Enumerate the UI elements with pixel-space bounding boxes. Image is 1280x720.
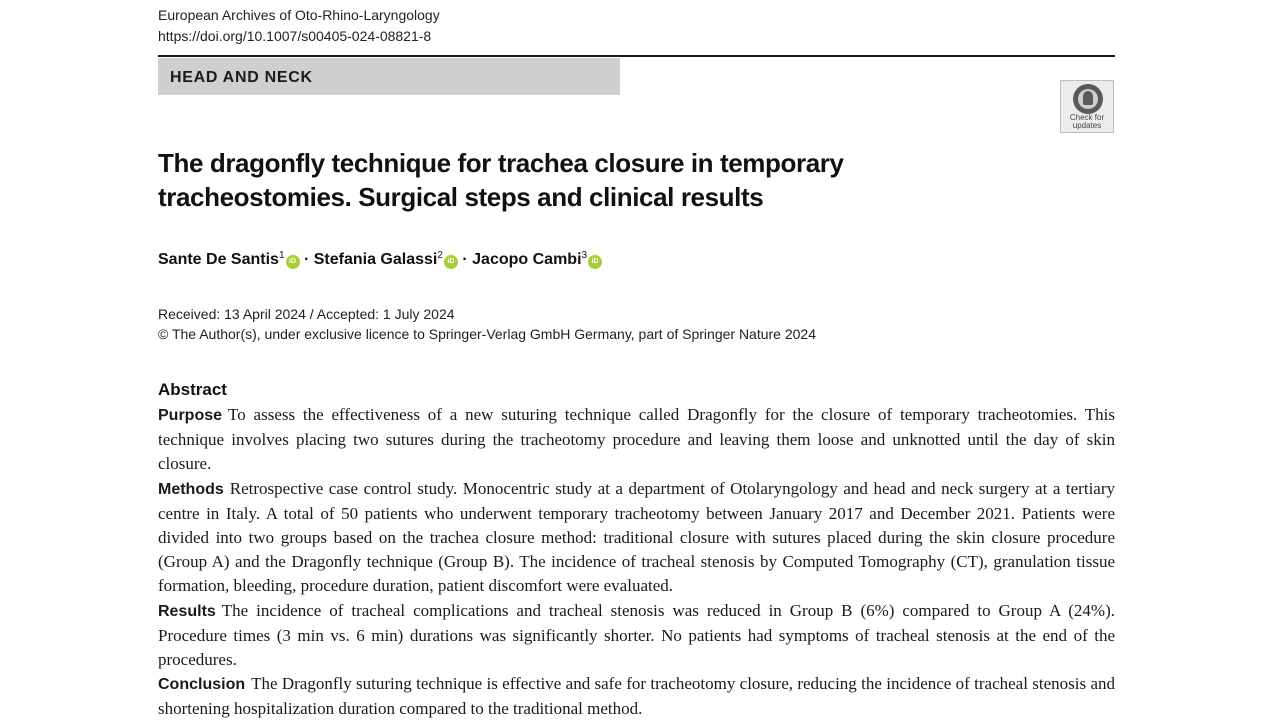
abstract-section-label: Results <box>158 602 216 620</box>
orcid-icon[interactable]: iD <box>286 255 300 269</box>
header-rule <box>158 55 1115 57</box>
orcid-icon[interactable]: iD <box>444 255 458 269</box>
abstract-section-text: The Dragonfly suturing technique is effective and safe for tracheotomy closure, reducing the incidence of tracheal stenosis and shortening hospitalization duration compared to the traditional method. <box>158 674 1115 719</box>
orcid-icon[interactable]: iD <box>588 255 602 269</box>
abstract-section-label: Methods <box>158 480 224 498</box>
article-title-line1: The dragonfly technique for trachea closure in temporary <box>158 148 844 178</box>
copyright-notice: © The Author(s), under exclusive licence to Springer-Verlag GmbH Germany, part of Springer Nature 2024 <box>158 326 816 342</box>
abstract-body <box>158 403 1115 720</box>
abstract-methods <box>158 477 1115 599</box>
abstract-heading: Abstract <box>158 380 227 399</box>
abstract-purpose <box>158 403 1115 477</box>
abstract-section-label: Purpose <box>158 407 223 424</box>
publication-history <box>158 304 816 344</box>
abstract-section-text: Retrospective case control study. Monocentric study at a department of Otolaryngology and head and neck surgery at a tertiary centre in Italy. A total of 50 patients who underwent temporary tracheotomy between January 2017 and December 2021. Patients were divided into two groups based on the trachea closure method: traditional closure with sutures placed during the skin closure procedure (Group A) and the Dragonfly technique (Group B). The incidence of tracheal stenosis by Computed Tomography (CT), granulation tissue formation, bleeding, procedure duration, patient discomfort were evaluated. <box>158 478 1115 596</box>
author-separator: · <box>462 251 468 268</box>
journal-doi[interactable]: https://doi.org/10.1007/s00405-024-08821-8 <box>158 28 432 44</box>
received-accepted-dates: Received: 13 April 2024 / Accepted: 1 July 2024 <box>158 306 455 322</box>
abstract-section-label: Conclusion <box>158 676 246 694</box>
article-title-line2: tracheostomies. Surgical steps and clinical results <box>158 182 764 212</box>
abstract-results <box>158 599 1115 673</box>
abstract-section-text: To assess the effectiveness of a new suturing technique called Dragonfly for the closure of temporary tracheotomies. This technique involves placing two sutures during the tracheotomy procedure and leaving them loose and unknotted until the day of skin closure. <box>158 405 1115 474</box>
journal-header <box>158 5 440 47</box>
author-affiliation: 1 <box>278 250 285 261</box>
author-affiliation: 3 <box>581 250 588 261</box>
check-for-updates-button[interactable] <box>1060 80 1114 133</box>
author-name[interactable]: Jacopo Cambi <box>472 251 582 268</box>
author-name[interactable]: Stefania Galassi <box>313 251 438 268</box>
section-banner: HEAD AND NECK <box>158 58 620 95</box>
author-list <box>158 244 602 272</box>
author-name[interactable]: Sante De Santis <box>158 251 279 268</box>
abstract-section-text: The incidence of tracheal complications and tracheal stenosis was reduced in Group B (6%) compared to Group A (24%). Procedure times (3 min vs. 6 min) durations was significantly shorter. No patients had symptoms of tracheal stenosis at the end of the procedures. <box>158 600 1115 670</box>
abstract-conclusion <box>158 672 1115 720</box>
check-for-updates-label: Check for updates <box>1069 113 1105 130</box>
journal-name: European Archives of Oto-Rhino-Laryngology <box>158 7 440 23</box>
check-for-updates-icon <box>1073 84 1103 114</box>
author-separator: · <box>303 251 310 268</box>
article-title <box>158 146 918 214</box>
author-affiliation: 2 <box>437 250 443 261</box>
